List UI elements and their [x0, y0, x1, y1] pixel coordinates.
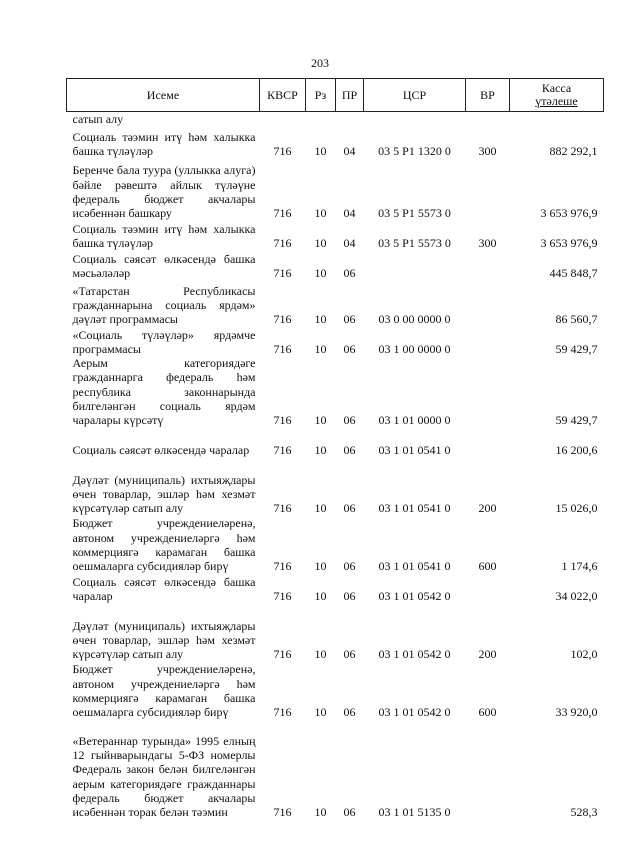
row-pr: 04: [343, 236, 356, 250]
row-csr: 03 1 01 0542 0: [378, 705, 451, 720]
row-csr: [364, 250, 466, 280]
row-name: «Татарстан Республикасы гражданнарына социаль ярдәм» дәүләт программасы: [72, 283, 256, 326]
row-csr: 03 1 01 0000 0: [378, 413, 451, 428]
row-amount: 59 429,7: [555, 413, 598, 428]
row-kvsr: 716: [273, 559, 292, 574]
table-row: [67, 427, 604, 457]
row-name: Бюджет учреждениеләренә, автоном учреждениеләргә һәм коммерциягә карамаган башка оешмаларга субсидияләр бирү: [72, 662, 256, 720]
table-row: [67, 112, 604, 127]
row-csr: 03 1 01 0542 0: [378, 647, 451, 662]
row-kvsr: 716: [273, 501, 292, 516]
row-pr: 06: [343, 266, 356, 280]
row-pr: [336, 112, 364, 127]
table-row: [67, 220, 604, 250]
table-header: [67, 79, 604, 112]
row-csr: 03 1 01 5135 0: [378, 805, 451, 820]
header-vr: ВР: [466, 79, 510, 112]
row-pr: 06: [343, 705, 356, 720]
row-pr: 06: [343, 589, 356, 604]
table-row: [67, 457, 604, 515]
row-name: Социаль сәясәт өлкәсендә чаралар: [72, 443, 250, 458]
row-vr: [466, 719, 510, 819]
row-kvsr: 716: [273, 206, 292, 220]
table-row: [67, 158, 604, 220]
row-amount: 16 200,6: [555, 443, 598, 458]
row-amount: 33 920,0: [555, 705, 598, 720]
row-csr: 03 5 P1 5573 0: [378, 236, 451, 250]
row-rz: 10: [314, 236, 327, 250]
header-kvsr: КВСР: [260, 79, 306, 112]
row-amount: 86 560,7: [555, 312, 598, 326]
header-rz: Рз: [306, 79, 336, 112]
budget-table: [66, 78, 604, 819]
row-csr: 03 1 01 0541 0: [378, 559, 451, 574]
row-pr: 06: [343, 413, 356, 428]
row-rz: 10: [314, 266, 327, 280]
row-amount: 59 429,7: [555, 342, 598, 356]
row-rz: 10: [314, 413, 327, 428]
table-row: [67, 719, 604, 819]
row-vr: [466, 573, 510, 603]
row-rz: 10: [314, 443, 327, 458]
row-csr: 03 5 P1 1320 0: [378, 144, 451, 158]
row-csr: 03 1 00 0000 0: [378, 342, 451, 356]
table-row: [67, 356, 604, 427]
row-name: Социаль тәэмин итү һәм халыкка башка түләүләр: [72, 221, 256, 250]
row-amount: 882 292,1: [549, 144, 598, 158]
row-kvsr: 716: [273, 647, 292, 662]
row-vr: 300: [478, 144, 497, 158]
row-pr: 06: [343, 647, 356, 662]
row-vr: 600: [478, 705, 497, 720]
row-name: Дәүләт (муниципаль) ихтыяҗлары өчен товарлар, эшләр һәм хезмәт күрсәтүләр сатып алу: [72, 618, 256, 662]
row-amount: 3 653 976,9: [540, 236, 598, 250]
row-vr: [466, 112, 510, 127]
row-kvsr: 716: [273, 342, 292, 356]
header-kassa: [510, 79, 604, 112]
row-vr: 200: [478, 647, 497, 662]
row-vr: [466, 427, 510, 457]
table-row: [67, 515, 604, 573]
row-rz: 10: [314, 501, 327, 516]
row-vr: [466, 250, 510, 280]
row-vr: 200: [478, 501, 497, 516]
row-kvsr: 716: [273, 144, 292, 158]
row-vr: 300: [478, 236, 497, 250]
row-pr: 04: [343, 206, 356, 220]
row-name: сатып алу: [72, 112, 124, 126]
row-kvsr: 716: [273, 266, 292, 280]
row-pr: 06: [343, 559, 356, 574]
row-rz: 10: [314, 144, 327, 158]
row-name: Социаль тәэмин итү һәм халыкка башка түләүләр: [72, 129, 256, 158]
row-rz: 10: [314, 705, 327, 720]
row-name: Беренче бала туура (уллыкка алуга) бәйле рәвештә айлык түләүне федераль бюджет акчалары исәбеннән башкару: [72, 163, 256, 220]
row-vr: [466, 158, 510, 220]
row-csr: 03 5 P1 5573 0: [378, 206, 451, 220]
row-amount: 15 026,0: [555, 501, 598, 516]
table-row: [67, 326, 604, 356]
row-amount: 528,3: [570, 805, 598, 820]
row-csr: [364, 112, 466, 127]
row-amount: 445 848,7: [549, 266, 598, 280]
row-name: «Ветераннар турында» 1995 елның 12 гыйнварындагы 5-ФЗ номерлы Федераль закон белән билгеләнгән аерым категориядәге гражданнары федераль бюджет акчалары исәбеннән торак белән тәэмин: [72, 734, 256, 820]
row-kvsr: 716: [273, 312, 292, 326]
row-rz: [306, 112, 336, 127]
row-rz: 10: [314, 647, 327, 662]
table-body: [67, 112, 604, 820]
row-rz: 10: [314, 312, 327, 326]
row-name: Социаль сәясәт өлкәсендә башка чаралар: [72, 574, 256, 604]
header-name: Исеме: [67, 79, 260, 112]
row-kvsr: 716: [273, 413, 292, 428]
row-name: «Социаль түләүләр» ярдәмче программасы: [72, 327, 256, 356]
row-pr: 06: [343, 501, 356, 516]
row-kvsr: [260, 112, 306, 127]
row-name: Бюджет учреждениеләренә, автоном учреждениеләргә һәм коммерциягә карамаган башка оешмаларга субсидияләр бирү: [72, 516, 256, 574]
row-name: Аерым категориядәге гражданнарга федераль һәм республика законнарында билгеләнгән социаль ярдәм чаралары күрсәтү: [72, 356, 256, 428]
row-name: Социаль сәясәт өлкәсендә башка мәсьәләләр: [72, 251, 256, 280]
row-rz: 10: [314, 342, 327, 356]
row-amount: [510, 112, 604, 127]
row-rz: 10: [314, 805, 327, 820]
row-csr: 03 1 01 0541 0: [378, 443, 451, 458]
table-row: [67, 603, 604, 661]
row-pr: 06: [343, 805, 356, 820]
row-kvsr: 716: [273, 805, 292, 820]
table-row: [67, 250, 604, 280]
row-kvsr: 716: [273, 705, 292, 720]
row-pr: 04: [343, 144, 356, 158]
row-amount: 102,0: [570, 647, 598, 662]
row-name: Дәүләт (муниципаль) ихтыяҗлары өчен товарлар, эшләр һәм хезмәт күрсәтүләр сатып алу: [72, 472, 256, 516]
row-csr: 03 1 01 0542 0: [378, 589, 451, 604]
row-csr: 03 1 01 0541 0: [378, 501, 451, 516]
row-amount: 1 174,6: [561, 559, 598, 574]
row-kvsr: 716: [273, 443, 292, 458]
row-csr: 03 0 00 0000 0: [378, 312, 451, 326]
row-amount: 3 653 976,9: [540, 206, 598, 220]
row-vr: [466, 326, 510, 356]
row-pr: 06: [343, 443, 356, 458]
table-row: [67, 573, 604, 603]
header-pr: ПР: [336, 79, 364, 112]
table-row: [67, 661, 604, 719]
row-kvsr: 716: [273, 589, 292, 604]
table-row: [67, 126, 604, 158]
row-vr: [466, 356, 510, 427]
row-pr: 06: [343, 342, 356, 356]
row-kvsr: 716: [273, 236, 292, 250]
row-pr: 06: [343, 312, 356, 326]
row-rz: 10: [314, 589, 327, 604]
table-row: [67, 280, 604, 326]
row-vr: 600: [478, 559, 497, 574]
header-csr: ЦСР: [364, 79, 466, 112]
row-rz: 10: [314, 559, 327, 574]
row-amount: 34 022,0: [555, 589, 598, 604]
page-number: 203: [311, 56, 329, 70]
header-kassa-line-2: үтәлеше: [535, 94, 578, 108]
row-rz: 10: [314, 206, 327, 220]
row-vr: [466, 280, 510, 326]
header-kassa-line-1: Касса: [541, 81, 572, 95]
